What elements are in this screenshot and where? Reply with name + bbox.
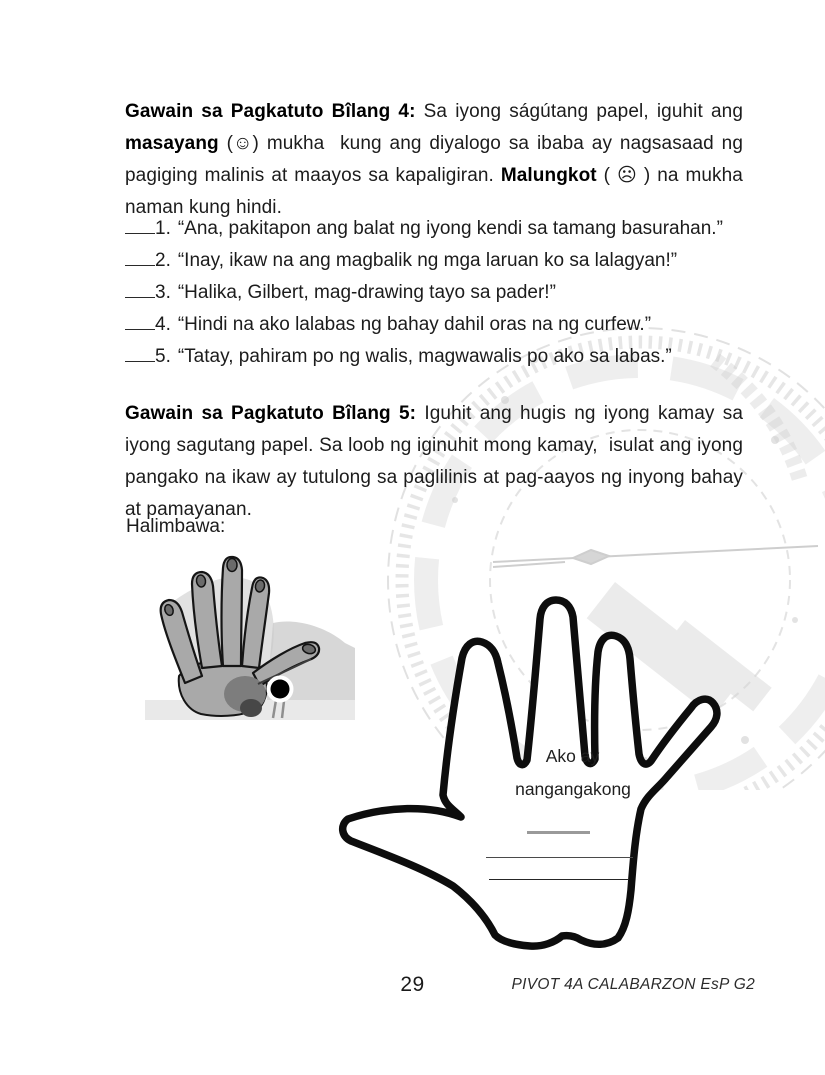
pledge-blank-line-2	[489, 865, 629, 880]
answer-blank	[125, 346, 155, 362]
black-dot	[271, 680, 290, 699]
hand-pledge-line2: nangangakong	[515, 779, 631, 799]
answer-blank	[125, 250, 155, 266]
answer-blank	[125, 218, 155, 234]
item-text: “Hindi na ako lalabas ng bahay dahil oras na ng curfew.”	[177, 314, 652, 335]
list-item	[125, 245, 743, 277]
activity4-title: Gawain sa Pagkatuto Bîlang 4:	[125, 101, 416, 122]
item-number: 4.	[155, 314, 171, 335]
list-item	[125, 309, 743, 341]
list-item	[125, 341, 743, 373]
item-text: “Inay, ikaw na ang magbalik ng mga laruan ko sa lalagyan!”	[177, 250, 678, 271]
item-number: 2.	[155, 250, 171, 271]
item-text: “Tatay, pahiram po ng walis, magwawalis po ako sa labas.”	[177, 346, 672, 367]
edition-label: PIVOT 4A CALABARZON EsP G2	[511, 976, 755, 993]
activity4-word-masayang: masayang	[125, 133, 219, 154]
page-number: 29	[400, 973, 425, 996]
item-text: “Ana, pakitapon ang balat ng iyong kendi sa tamang basurahan.”	[177, 218, 723, 239]
item-text: “Halika, Gilbert, mag-drawing tayo sa pader!”	[177, 282, 556, 303]
answer-blank	[125, 314, 155, 330]
answer-blank	[125, 282, 155, 298]
activity5-text: Iguhit ang hugis ng iyong kamay sa iyong sagutang papel. Sa loob ng iginuhit mong kamay, isulat ang iyong pangako na ikaw ay tutulong sa paglilinis at pag-aayos ng inyong bahay at pamayanan.	[125, 403, 744, 520]
activity5-title: Gawain sa Pagkatuto Bîlang 5:	[125, 403, 417, 424]
item-number: 1.	[155, 218, 171, 239]
pledge-blank-short	[527, 831, 590, 834]
example-label: Halimbawa:	[126, 516, 226, 537]
hand-pledge-line1: Ako ay	[545, 746, 600, 766]
activity4-word-malungkot: Malungkot	[500, 165, 597, 186]
dialogue-list	[125, 213, 743, 373]
hand-photo	[145, 548, 355, 738]
activity4-instructions	[125, 96, 743, 224]
activity4-text-a: Sa iyong ságútang papel, iguhit ang	[415, 101, 743, 122]
list-item	[125, 213, 743, 245]
activity4-text-c: ( ☹ ) na mukha naman kung hindi.	[125, 165, 743, 218]
item-number: 3.	[155, 282, 171, 303]
activity4-text-b: (☺) mukha kung ang diyalogo sa ibaba ay nagsasaad ng pagiging malinis at maayos sa kapaligiran.	[125, 133, 743, 186]
item-number: 5.	[155, 346, 171, 367]
pledge-blank-line-1	[486, 843, 633, 858]
list-item	[125, 277, 743, 309]
activity5-instructions	[125, 398, 743, 526]
